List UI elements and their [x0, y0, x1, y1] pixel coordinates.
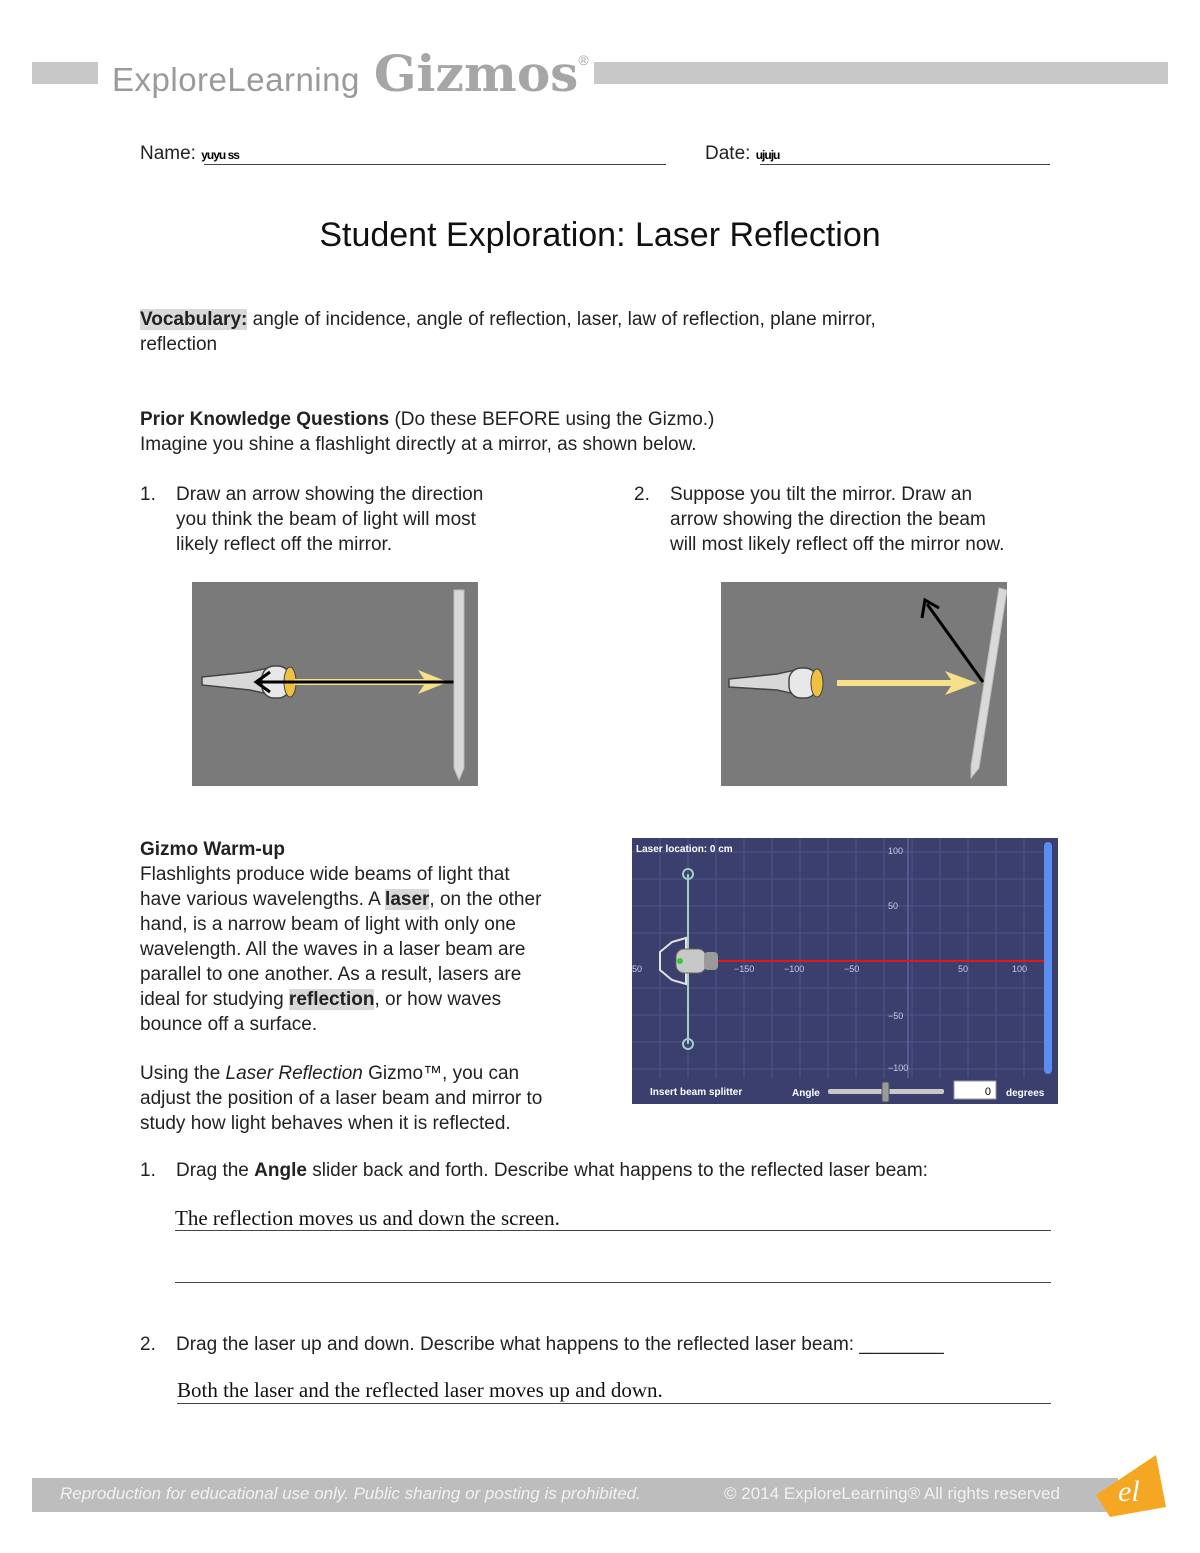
svg-text:el: el — [1118, 1475, 1140, 1508]
x-tick-label: −50 — [844, 964, 860, 974]
laser-term: laser — [385, 889, 430, 910]
flashlight-mirror-image-2 — [721, 582, 1007, 786]
vocabulary — [140, 307, 1040, 357]
warmup-line: wavelength. All the waves in a laser beam are — [140, 939, 526, 960]
vocabulary-label: Vocabulary: — [140, 309, 248, 330]
insert-beam-splitter-label[interactable]: Insert beam splitter — [650, 1087, 743, 1098]
laser-location-label: Laser location: 0 cm — [636, 844, 733, 855]
x-tick-label: 50 — [958, 964, 969, 974]
prior-knowledge — [140, 407, 1060, 457]
gizmo-warmup — [140, 837, 620, 1136]
prior-question-1 — [140, 482, 580, 557]
prior-heading: Prior Knowledge Questions — [140, 409, 390, 430]
vocabulary-terms-cont: reflection — [140, 334, 218, 355]
date-value[interactable]: ujuju — [755, 148, 780, 162]
prior-q2-line: will most likely reflect off the mirror now. — [670, 534, 1005, 555]
warmup-line: ideal for studying reflection, or how waves — [140, 989, 502, 1010]
prior-question-2 — [634, 482, 1074, 557]
x-tick-label: 50 — [632, 964, 643, 974]
q1-number: 1. — [140, 1160, 156, 1181]
warmup-heading: Gizmo Warm-up — [140, 839, 285, 860]
reflection-term: reflection — [288, 989, 375, 1010]
mirror-icon — [454, 590, 464, 780]
q1-answer-line — [175, 1230, 1051, 1231]
x-tick-label: 100 — [1012, 964, 1028, 974]
header-bar-left — [32, 62, 98, 84]
date-underline — [760, 164, 1050, 165]
page-title: Student Exploration: Laser Reflection — [319, 216, 881, 254]
name-field — [140, 143, 239, 165]
warmup-line: bounce off a surface. — [140, 1014, 318, 1035]
y-tick-label: −50 — [888, 1011, 904, 1021]
angle-slider-thumb[interactable] — [882, 1082, 889, 1102]
explorelearning-gizmos-logo: ExploreLearning Gizmos® — [112, 44, 589, 103]
warmup-line: adjust the position of a laser beam and mirror to — [140, 1088, 543, 1109]
name-underline — [204, 164, 666, 165]
date-field — [705, 143, 779, 165]
prior-heading-note: (Do these BEFORE using the Gizmo.) — [394, 409, 715, 430]
footer-copyright: © 2014 ExploreLearning® All rights reserved — [724, 1484, 1060, 1503]
warmup-line: study how light behaves when it is reflected. — [140, 1113, 511, 1134]
gizmo-svg — [632, 838, 1058, 1104]
question-2: 2. Drag the laser up and down. Describe what happens to the reflected laser beam: ________ — [140, 1334, 944, 1355]
warmup-line: Flashlights produce wide beams of light that — [140, 864, 510, 885]
degrees-label: degrees — [1006, 1088, 1045, 1099]
angle-term: Angle — [254, 1160, 307, 1181]
x-tick-label: −150 — [734, 964, 755, 974]
y-tick-label: −100 — [888, 1063, 909, 1073]
flashlight-straight-svg — [192, 582, 478, 786]
prior-q2-line: Suppose you tilt the mirror. Draw an — [670, 484, 973, 505]
warmup-line: hand, is a narrow beam of light with only one — [140, 914, 516, 935]
gizmo-screenshot — [632, 838, 1058, 1104]
footer-notice: Reproduction for educational use only. Public sharing or posting is prohibited. — [60, 1484, 641, 1503]
prior-q1-line: Draw an arrow showing the direction — [176, 484, 484, 505]
prior-q1-number: 1. — [140, 484, 156, 505]
prior-q1-line: you think the beam of light will most — [176, 509, 476, 530]
flashlight-tilted-svg — [721, 582, 1007, 786]
question-1: 1. Drag the Angle slider back and forth. Describe what happens to the reflected laser beam: — [140, 1160, 928, 1181]
q2-answer[interactable]: Both the laser and the reflected laser moves up and down. — [177, 1378, 663, 1402]
q1-answer[interactable]: The reflection moves us and down the screen. — [175, 1206, 560, 1230]
warmup-line: parallel to one another. As a result, lasers are — [140, 964, 522, 985]
flashlight-mirror-image-1 — [192, 582, 478, 786]
angle-value[interactable]: 0 — [984, 1086, 991, 1098]
warmup-line: have various wavelengths. A laser, on the other — [140, 889, 542, 910]
y-tick-label: 50 — [888, 901, 899, 911]
prior-intro: Imagine you shine a flashlight directly at a mirror, as shown below. — [140, 434, 697, 455]
y-tick-label: 100 — [888, 846, 904, 856]
name-value[interactable]: yuyu ss — [201, 148, 239, 162]
q2-answer-line — [177, 1403, 1051, 1404]
q1-answer-line-2[interactable] — [175, 1282, 1051, 1283]
q2-number: 2. — [140, 1334, 156, 1355]
vocabulary-terms: angle of incidence, angle of reflection, laser, law of reflection, plane mirror, — [252, 309, 876, 330]
x-tick-label: −100 — [784, 964, 805, 974]
prior-q2-number: 2. — [634, 484, 650, 505]
name-label: Name: — [140, 143, 196, 164]
angle-label: Angle — [792, 1088, 820, 1099]
explorelearning-badge-icon — [1096, 1455, 1166, 1517]
prior-q1-line: likely reflect off the mirror. — [176, 534, 393, 555]
header-bar-right — [594, 62, 1168, 84]
mirror-bar[interactable] — [1044, 842, 1052, 1074]
warmup-line: Using the Laser Reflection Gizmo™, you can — [140, 1063, 520, 1084]
prior-q2-line: arrow showing the direction the beam — [670, 509, 986, 530]
date-label: Date: — [705, 143, 751, 164]
